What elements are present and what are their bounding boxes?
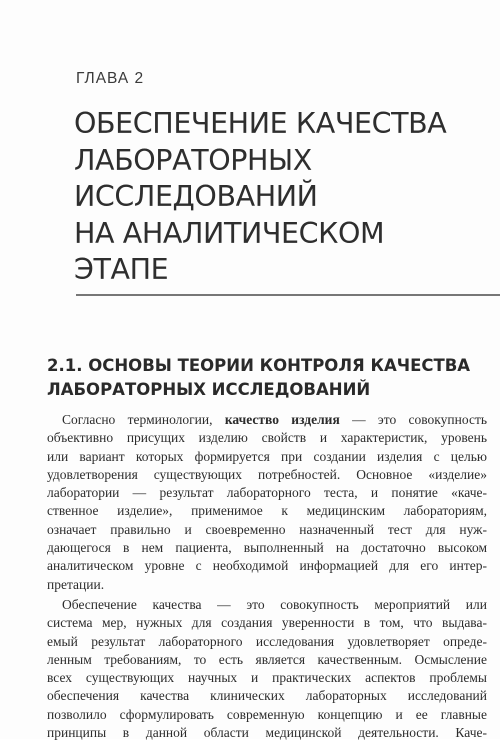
paragraph-line: удовлетворения существующих потребностей. Основное «изделие» [47, 466, 487, 482]
paragraph-line: аналитическом уровне с необходимой информацией для его интер- [47, 558, 487, 574]
paragraph-line: обеспечения качества клинических лабораторных исследований [47, 688, 487, 704]
paragraph-line: объективно присущих изделию свойств и характеристик, уровень [47, 430, 487, 446]
paragraph-line: претации. [47, 576, 105, 592]
chapter-label: ГЛАВА 2 [76, 70, 145, 87]
paragraph-line: Обеспечение качества — это совокупность мероприятий или [62, 596, 487, 612]
term-bold: качество изделия [224, 412, 340, 427]
paragraph-2 [47, 596, 487, 742]
lead-rest: — это совокупность [352, 412, 488, 427]
chapter-title-line: ЛАБОРАТОРНЫХ [74, 143, 312, 177]
section-heading [47, 354, 487, 402]
body-text [47, 411, 487, 742]
chapter-title [74, 106, 494, 289]
paragraph-line: емый результат лабораторного исследования удовлетворяет опреде- [47, 633, 487, 649]
paragraph-line: ленным требованиям, то есть является качественным. Осмысление [47, 651, 487, 667]
paragraph-line: означает правильно и своевременно назначенный тест для нуж- [47, 521, 487, 537]
chapter-divider [76, 294, 500, 296]
chapter-title-line: ЭТАПЕ [74, 253, 169, 286]
paragraph-line: лаборатории — результат лабораторного теста, и понятие «каче- [47, 485, 487, 501]
chapter-title-line: НА АНАЛИТИЧЕСКОМ [74, 216, 385, 250]
section-heading-line: 2.1. ОСНОВЫ ТЕОРИИ КОНТРОЛЯ КАЧЕСТВА [47, 356, 471, 375]
paragraph-line: система мер, нужных для создания уверенности в том, что выдава- [47, 615, 487, 631]
chapter-title-line: ИССЛЕДОВАНИЙ [74, 180, 318, 213]
paragraph-line: дающегося в нем пациента, выполненный на достаточно высоком [47, 540, 487, 556]
paragraph-line: позволило сформулировать современную концепцию и ее главные [47, 706, 487, 722]
lead-text: Согласно терминологии, [62, 412, 213, 427]
paragraph-line: ственное изделие», применимое к медицинским лабораториям, [47, 503, 487, 519]
paragraph-line [47, 411, 487, 429]
chapter-title-line: ОБЕСПЕЧЕНИЕ КАЧЕСТВА [74, 107, 447, 140]
paragraph-1 [47, 411, 487, 594]
paragraph-line: или вариант которых формируется при создании изделия с целью [47, 448, 487, 464]
section-heading-line: ЛАБОРАТОРНЫХ ИССЛЕДОВАНИЙ [47, 380, 371, 399]
paragraph-line: принципы в данной области медицинской деятельности. Каче- [47, 725, 487, 741]
paragraph-line: всех существующих научных и практических аспектов проблемы [47, 670, 487, 686]
